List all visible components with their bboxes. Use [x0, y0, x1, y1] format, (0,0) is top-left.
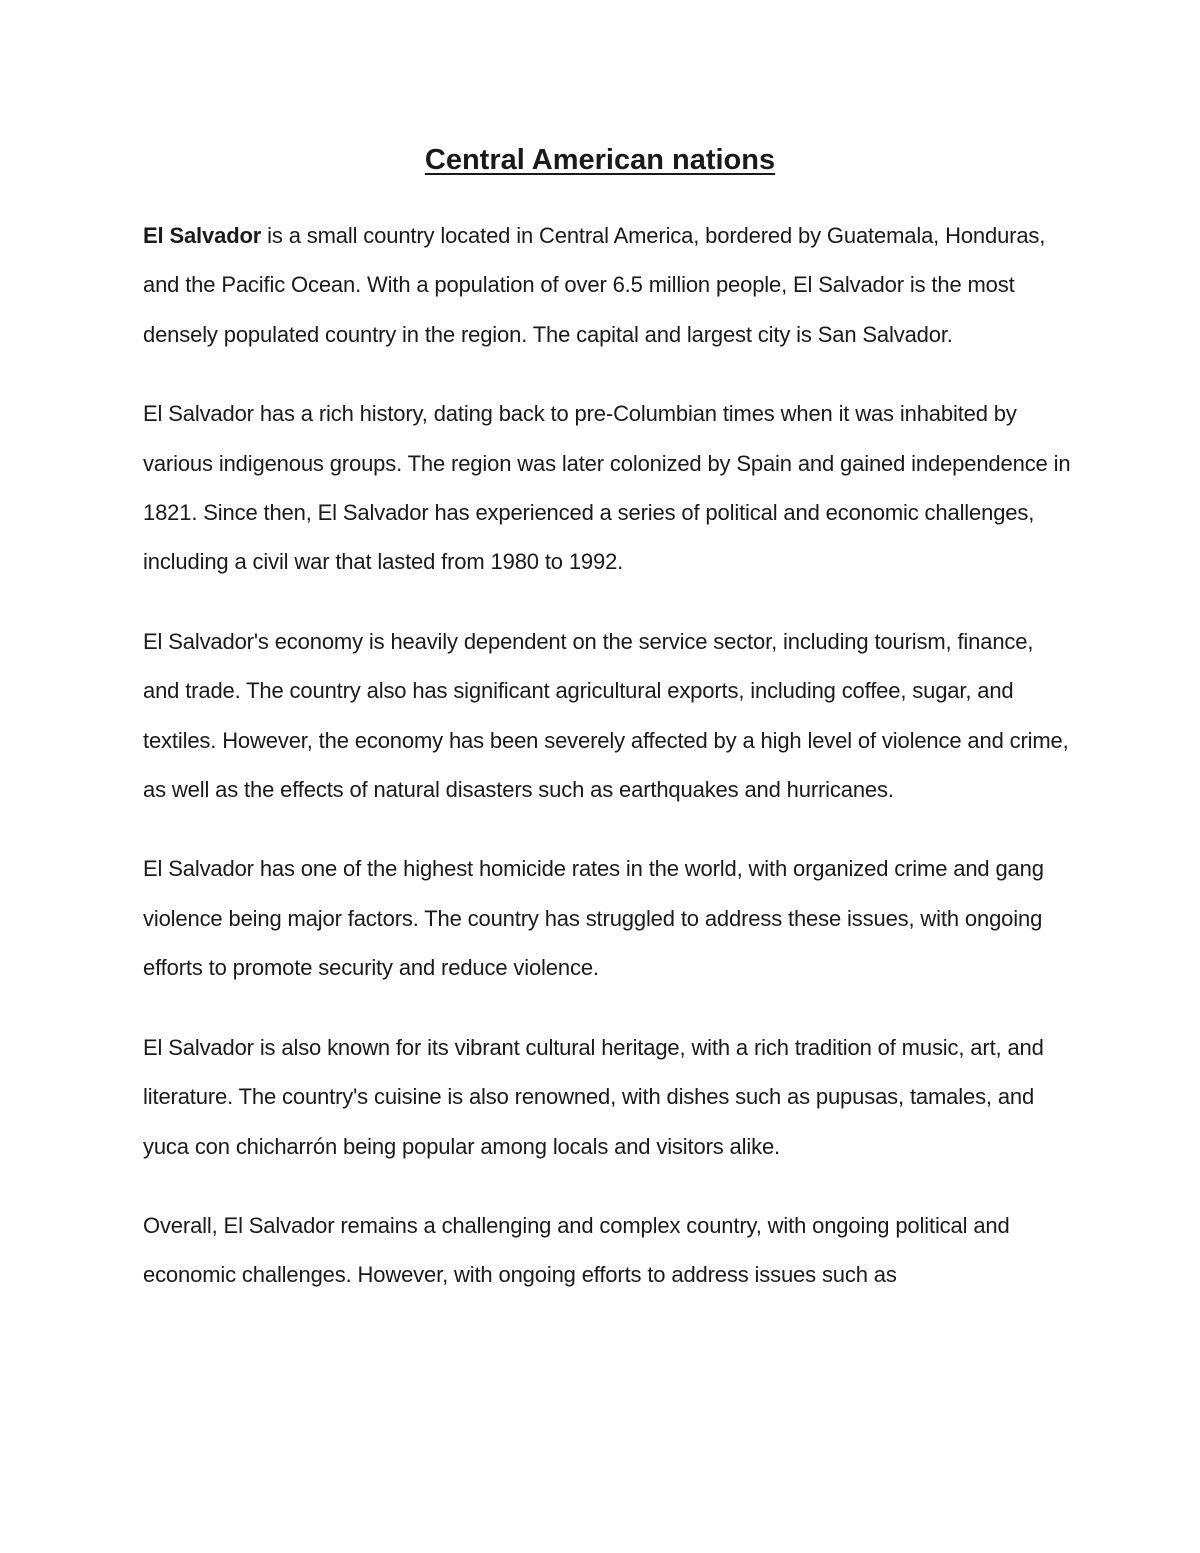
paragraph-text: El Salvador has a rich history, dating back to pre-Columbian times when it was inhabited by various indigenous groups. The region was later colonized by Spain and gained independence in 1821. Since then, El Salvador has experienced a series of political and economic challenges, including a civil war that lasted from 1980 to 1992. [143, 401, 1071, 575]
paragraph-2 [143, 389, 1073, 587]
paragraph-text: El Salvador's economy is heavily dependent on the service sector, including tourism, finance, and trade. The country also has significant agricultural exports, including coffee, sugar, and textiles. However, the economy has been severely affected by a high level of violence and crime, as well as the effects of natural disasters such as earthquakes and hurricanes. [143, 628, 1069, 803]
paragraph-1 [143, 211, 1073, 359]
paragraph-text: El Salvador has one of the highest homicide rates in the world, with organized crime and gang violence being major factors. The country has struggled to address these issues, with ongoing efforts to promote security and reduce violence. [143, 856, 1044, 981]
paragraph-text: Overall, El Salvador remains a challenging and complex country, with ongoing political and economic challenges. However, with ongoing efforts to address issues such as [143, 1212, 1010, 1288]
paragraph-6 [143, 1201, 1073, 1300]
paragraph-text: is a small country located in Central America, bordered by Guatemala, Honduras, and the Pacific Ocean. With a population of over 6.5 million people, El Salvador is the most densely populated country in the region. The capital and largest city is San Salvador. [143, 223, 1046, 347]
paragraph-3 [143, 617, 1073, 815]
paragraph-lead-bold: El Salvador [143, 223, 262, 248]
paragraph-4 [143, 844, 1073, 992]
paragraph-text: El Salvador is also known for its vibrant cultural heritage, with a rich tradition of music, art, and literature. The country's cuisine is also renowned, with dishes such as pupusas, tamales, and yuca con chicharrón being popular among locals and visitors alike. [143, 1034, 1044, 1159]
paragraph-5 [143, 1023, 1073, 1171]
document-title: Central American nations [424, 144, 776, 176]
document-body [143, 211, 1073, 1330]
